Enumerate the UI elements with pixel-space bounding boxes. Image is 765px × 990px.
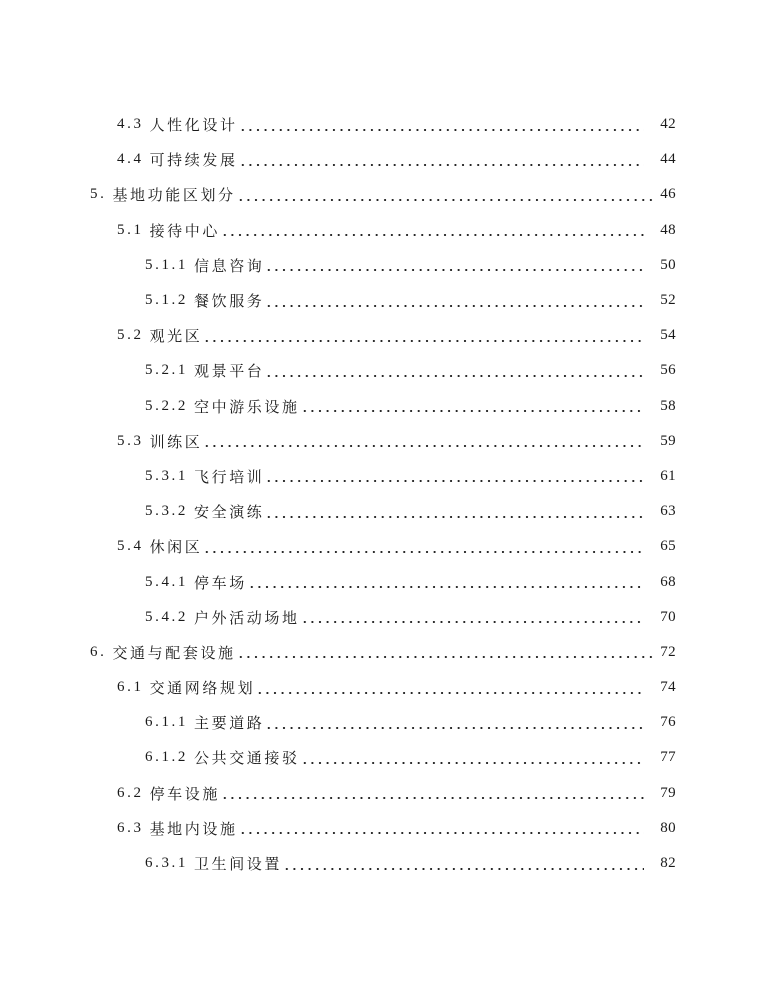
toc-entry-title: 基地内设施 bbox=[149, 821, 238, 838]
toc-entry bbox=[0, 248, 676, 283]
toc-entry bbox=[0, 283, 676, 318]
toc-entry-title: 休闲区 bbox=[149, 540, 203, 557]
toc-entry-number: 6.3.1 bbox=[145, 855, 188, 872]
toc-entry bbox=[0, 213, 676, 248]
toc-dot-leader bbox=[301, 761, 644, 765]
toc-entry bbox=[0, 635, 676, 670]
toc-entry-title: 交通与配套设施 bbox=[112, 645, 236, 662]
toc-dot-leader bbox=[265, 304, 644, 308]
toc-dot-leader bbox=[221, 796, 644, 800]
toc-entry-title: 停车场 bbox=[194, 575, 247, 592]
toc-entry-number: 5.1.1 bbox=[145, 256, 188, 273]
toc-entry-title: 基地功能区划分 bbox=[112, 188, 236, 205]
toc-entry-page-number: 76 bbox=[660, 714, 676, 731]
toc-entry-page-number: 46 bbox=[660, 186, 676, 203]
toc-entry bbox=[0, 459, 676, 494]
toc-entry-page-number: 65 bbox=[660, 538, 676, 555]
toc-entry-page-number: 61 bbox=[660, 467, 676, 484]
toc-entry-page-number: 82 bbox=[660, 855, 676, 872]
toc-entry-page-number: 58 bbox=[660, 397, 676, 414]
toc-dot-leader bbox=[265, 726, 644, 730]
toc-entry-number: 5.3.2 bbox=[145, 503, 188, 520]
toc-dot-leader bbox=[203, 550, 644, 554]
toc-entry-title: 空中游乐设施 bbox=[194, 399, 300, 416]
toc-dot-leader bbox=[237, 198, 656, 202]
toc-entry-number: 5.4.1 bbox=[145, 573, 188, 590]
toc-entry bbox=[0, 846, 676, 881]
toc-dot-leader bbox=[265, 479, 644, 483]
toc-entry-number: 5.3 bbox=[117, 432, 144, 449]
toc-entry-number: 6.1 bbox=[117, 679, 144, 696]
toc-entry-title: 人性化设计 bbox=[149, 118, 238, 135]
toc-dot-leader bbox=[203, 339, 644, 343]
toc-entry-title: 训练区 bbox=[149, 434, 203, 451]
toc-entry bbox=[0, 424, 676, 459]
toc-entry-page-number: 70 bbox=[660, 608, 676, 625]
toc-entry-title: 观景平台 bbox=[194, 364, 265, 381]
toc-entry-title: 安全演练 bbox=[194, 505, 265, 522]
toc-entry-page-number: 54 bbox=[660, 327, 676, 344]
toc-dot-leader bbox=[221, 233, 644, 237]
toc-entry-page-number: 72 bbox=[660, 643, 676, 660]
toc-entry-page-number: 79 bbox=[660, 784, 676, 801]
toc-entry-number: 5.2.1 bbox=[145, 362, 188, 379]
toc-entry-page-number: 59 bbox=[660, 432, 676, 449]
toc-entry-page-number: 56 bbox=[660, 362, 676, 379]
toc-dot-leader bbox=[301, 409, 644, 413]
toc-entry-page-number: 77 bbox=[660, 749, 676, 766]
toc-dot-leader bbox=[237, 655, 656, 659]
toc-entry-title: 信息咨询 bbox=[194, 258, 265, 275]
toc-entry-number: 6.2 bbox=[117, 784, 144, 801]
toc-entry bbox=[0, 740, 676, 775]
toc-entry bbox=[0, 318, 676, 353]
toc-entry-page-number: 80 bbox=[660, 819, 676, 836]
toc-entry bbox=[0, 389, 676, 424]
toc-entry-number: 5.4 bbox=[117, 538, 144, 555]
toc-dot-leader bbox=[239, 128, 644, 132]
toc-entry bbox=[0, 107, 676, 142]
toc-entry bbox=[0, 353, 676, 388]
toc-entry-title: 交通网络规划 bbox=[149, 681, 256, 698]
toc-entry-title: 观光区 bbox=[149, 329, 203, 346]
toc-entry bbox=[0, 705, 676, 740]
toc-entry-number: 5. bbox=[90, 186, 107, 203]
toc-entry-title: 餐饮服务 bbox=[194, 294, 265, 311]
toc-entry-number: 5.1 bbox=[117, 221, 144, 238]
toc-entry-page-number: 74 bbox=[660, 679, 676, 696]
toc-dot-leader bbox=[239, 831, 644, 835]
toc-entry-title: 可持续发展 bbox=[149, 153, 238, 170]
toc-entry-number: 6.1.2 bbox=[145, 749, 188, 766]
toc-entry bbox=[0, 142, 676, 177]
table-of-contents bbox=[0, 107, 676, 881]
toc-entry-page-number: 42 bbox=[660, 116, 676, 133]
toc-entry-number: 4.4 bbox=[117, 151, 144, 168]
toc-entry-number: 6.3 bbox=[117, 819, 144, 836]
toc-entry-number: 5.1.2 bbox=[145, 292, 188, 309]
toc-entry-title: 停车设施 bbox=[149, 786, 220, 803]
toc-entry-number: 5.2 bbox=[117, 327, 144, 344]
toc-dot-leader bbox=[265, 515, 644, 519]
toc-entry-page-number: 52 bbox=[660, 292, 676, 309]
toc-entry-page-number: 68 bbox=[660, 573, 676, 590]
toc-entry bbox=[0, 564, 676, 599]
toc-dot-leader bbox=[265, 268, 644, 272]
toc-entry-page-number: 48 bbox=[660, 221, 676, 238]
toc-entry bbox=[0, 600, 676, 635]
toc-entry-number: 5.4.2 bbox=[145, 608, 188, 625]
toc-entry-title: 接待中心 bbox=[149, 223, 220, 240]
toc-entry-title: 主要道路 bbox=[194, 716, 265, 733]
toc-entry-number: 6. bbox=[90, 643, 107, 660]
toc-entry-page-number: 44 bbox=[660, 151, 676, 168]
toc-dot-leader bbox=[256, 691, 644, 695]
toc-entry-number: 4.3 bbox=[117, 116, 144, 133]
toc-entry bbox=[0, 670, 676, 705]
toc-entry-number: 5.2.2 bbox=[145, 397, 188, 414]
toc-entry bbox=[0, 529, 676, 564]
toc-dot-leader bbox=[283, 867, 644, 871]
toc-dot-leader bbox=[301, 620, 644, 624]
toc-entry-number: 6.1.1 bbox=[145, 714, 188, 731]
toc-entry bbox=[0, 494, 676, 529]
toc-dot-leader bbox=[265, 374, 644, 378]
toc-dot-leader bbox=[239, 163, 644, 167]
toc-entry bbox=[0, 177, 676, 212]
toc-entry-title: 卫生间设置 bbox=[194, 857, 283, 874]
toc-dot-leader bbox=[203, 444, 644, 448]
toc-entry-title: 飞行培训 bbox=[194, 469, 265, 486]
toc-entry bbox=[0, 776, 676, 811]
toc-entry-page-number: 50 bbox=[660, 256, 676, 273]
toc-entry bbox=[0, 811, 676, 846]
toc-entry-page-number: 63 bbox=[660, 503, 676, 520]
toc-entry-title: 户外活动场地 bbox=[194, 610, 300, 627]
toc-entry-number: 5.3.1 bbox=[145, 467, 188, 484]
toc-dot-leader bbox=[248, 585, 644, 589]
toc-entry-title: 公共交通接驳 bbox=[194, 751, 300, 768]
